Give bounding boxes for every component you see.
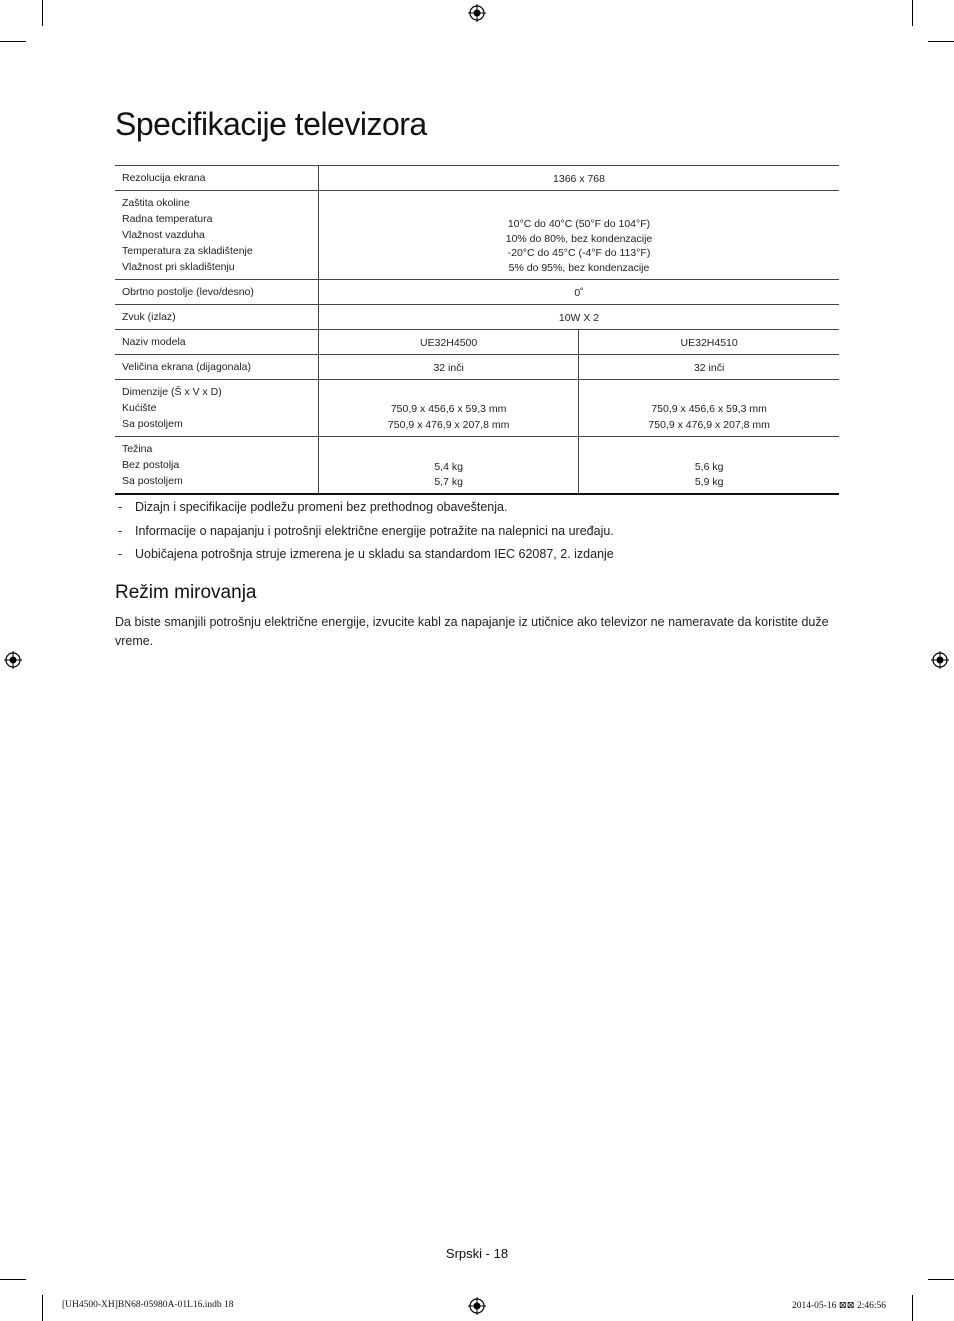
- registration-mark-icon: [4, 651, 22, 669]
- label-line: Kućište: [122, 402, 157, 414]
- label-line: Radna temperatura: [122, 213, 213, 225]
- label-line: Zaštita okoline: [122, 197, 190, 209]
- note-text: Uobičajena potrošnja struje izmerena je u skladu sa standardom IEC 62087, 2. izdanje: [135, 547, 614, 561]
- value-line: -20°C do 45°C (-4°F do 113°F): [507, 247, 651, 259]
- list-item: [115, 545, 839, 569]
- list-item: [115, 522, 839, 546]
- list-item: [115, 498, 839, 522]
- row-value: 1366 x 768: [319, 166, 840, 191]
- bullet-dash: -: [118, 500, 123, 514]
- notes-list: [115, 498, 839, 569]
- screen-size-value: 32 inči: [579, 355, 839, 380]
- row-label: Obrtno postolje (levo/desno): [115, 280, 319, 305]
- row-value: 0˚: [319, 280, 840, 305]
- table-row: [115, 166, 839, 191]
- value-line: 5,4 kg: [434, 461, 463, 473]
- dimensions-value: [319, 380, 579, 437]
- row-label: Veličina ekrana (dijagonala): [115, 355, 319, 380]
- row-label: [115, 191, 319, 280]
- value-line: 750,9 x 456,6 x 59,3 mm: [390, 403, 507, 415]
- registration-mark-icon: [468, 4, 486, 22]
- dimensions-value: [579, 380, 839, 437]
- row-label: Zvuk (izlaz): [115, 305, 319, 330]
- crop-mark-top-left-v: [42, 0, 43, 26]
- value-line: 750,9 x 476,9 x 207,8 mm: [387, 419, 510, 431]
- value-line: 10°C do 40°C (50°F do 104°F): [507, 218, 651, 230]
- registration-mark-icon: [468, 1297, 486, 1315]
- footer-timestamp: 2014-05-16 ⊠⊠ 2:46:56: [792, 1301, 887, 1311]
- row-label: [115, 380, 319, 437]
- value-line: 750,9 x 456,6 x 59,3 mm: [651, 403, 767, 415]
- row-label: Naziv modela: [115, 330, 319, 355]
- value-line: 5,7 kg: [434, 475, 463, 488]
- value-line: 10% do 80%, bez kondenzacije: [505, 232, 653, 245]
- section-heading: Režim mirovanja: [115, 582, 257, 603]
- section-paragraph: Da biste smanjili potrošnju električne energije, izvucite kabl za napajanje iz utičnice ako televizor ne nameravate da koristite duže vreme.: [115, 615, 829, 648]
- crop-mark-bottom-left-v: [42, 1295, 43, 1321]
- model-value: UE32H4510: [579, 330, 839, 355]
- crop-mark-bottom-left-h: [0, 1279, 26, 1280]
- label-line: Sa postoljem: [122, 418, 183, 430]
- table-row: [115, 380, 839, 437]
- label-line: Sa postoljem: [122, 475, 183, 487]
- value-line: 750,9 x 476,9 x 207,8 mm: [648, 419, 770, 431]
- table-row: [115, 437, 839, 495]
- label-line: Težina: [122, 443, 153, 455]
- weight-value: [319, 437, 579, 495]
- footer-file-info: [UH4500-XH]BN68-05980A-01L16.indb 18: [62, 1300, 234, 1310]
- weight-value: [579, 437, 839, 495]
- row-value: 10W X 2: [319, 305, 840, 330]
- label-line: Dimenzije (Š x V x D): [122, 386, 222, 398]
- value-line: 5% do 95%, bez kondenzacije: [508, 261, 650, 274]
- value-line: 5,9 kg: [694, 475, 724, 488]
- table-row: [115, 305, 839, 330]
- value-line: 5,6 kg: [694, 461, 724, 473]
- note-text: Dizajn i specifikacije podležu promeni bez prethodnog obaveštenja.: [135, 500, 508, 514]
- crop-mark-bottom-right-v: [912, 1295, 913, 1321]
- label-line: Temperatura za skladištenje: [122, 245, 253, 257]
- crop-mark-top-left-h: [0, 41, 26, 42]
- row-label: [115, 437, 319, 495]
- registration-mark-icon: [931, 651, 949, 669]
- row-label: Rezolucija ekrana: [115, 166, 319, 191]
- crop-mark-top-right-v: [912, 0, 913, 26]
- crop-mark-bottom-right-h: [928, 1279, 954, 1280]
- row-value: [319, 191, 840, 280]
- table-row: [115, 280, 839, 305]
- table-row: [115, 191, 839, 280]
- label-line: Bez postolja: [122, 459, 180, 471]
- label-line: Vlažnost pri skladištenju: [122, 261, 235, 273]
- bullet-dash: -: [118, 523, 123, 538]
- bullet-dash: -: [118, 547, 123, 561]
- model-value: UE32H4500: [319, 330, 579, 355]
- table-row: [115, 330, 839, 355]
- note-text: Informacije o napajanju i potrošnji električne energije potražite na nalepnici na uređaju.: [135, 523, 614, 538]
- label-line: Vlažnost vazduha: [122, 229, 205, 241]
- spec-table: [115, 165, 839, 495]
- table-row: [115, 355, 839, 380]
- page-number: Srpski - 18: [445, 1246, 509, 1261]
- page-title: Specifikacije televizora: [115, 106, 427, 142]
- crop-mark-top-right-h: [928, 41, 954, 42]
- screen-size-value: 32 inči: [319, 355, 579, 380]
